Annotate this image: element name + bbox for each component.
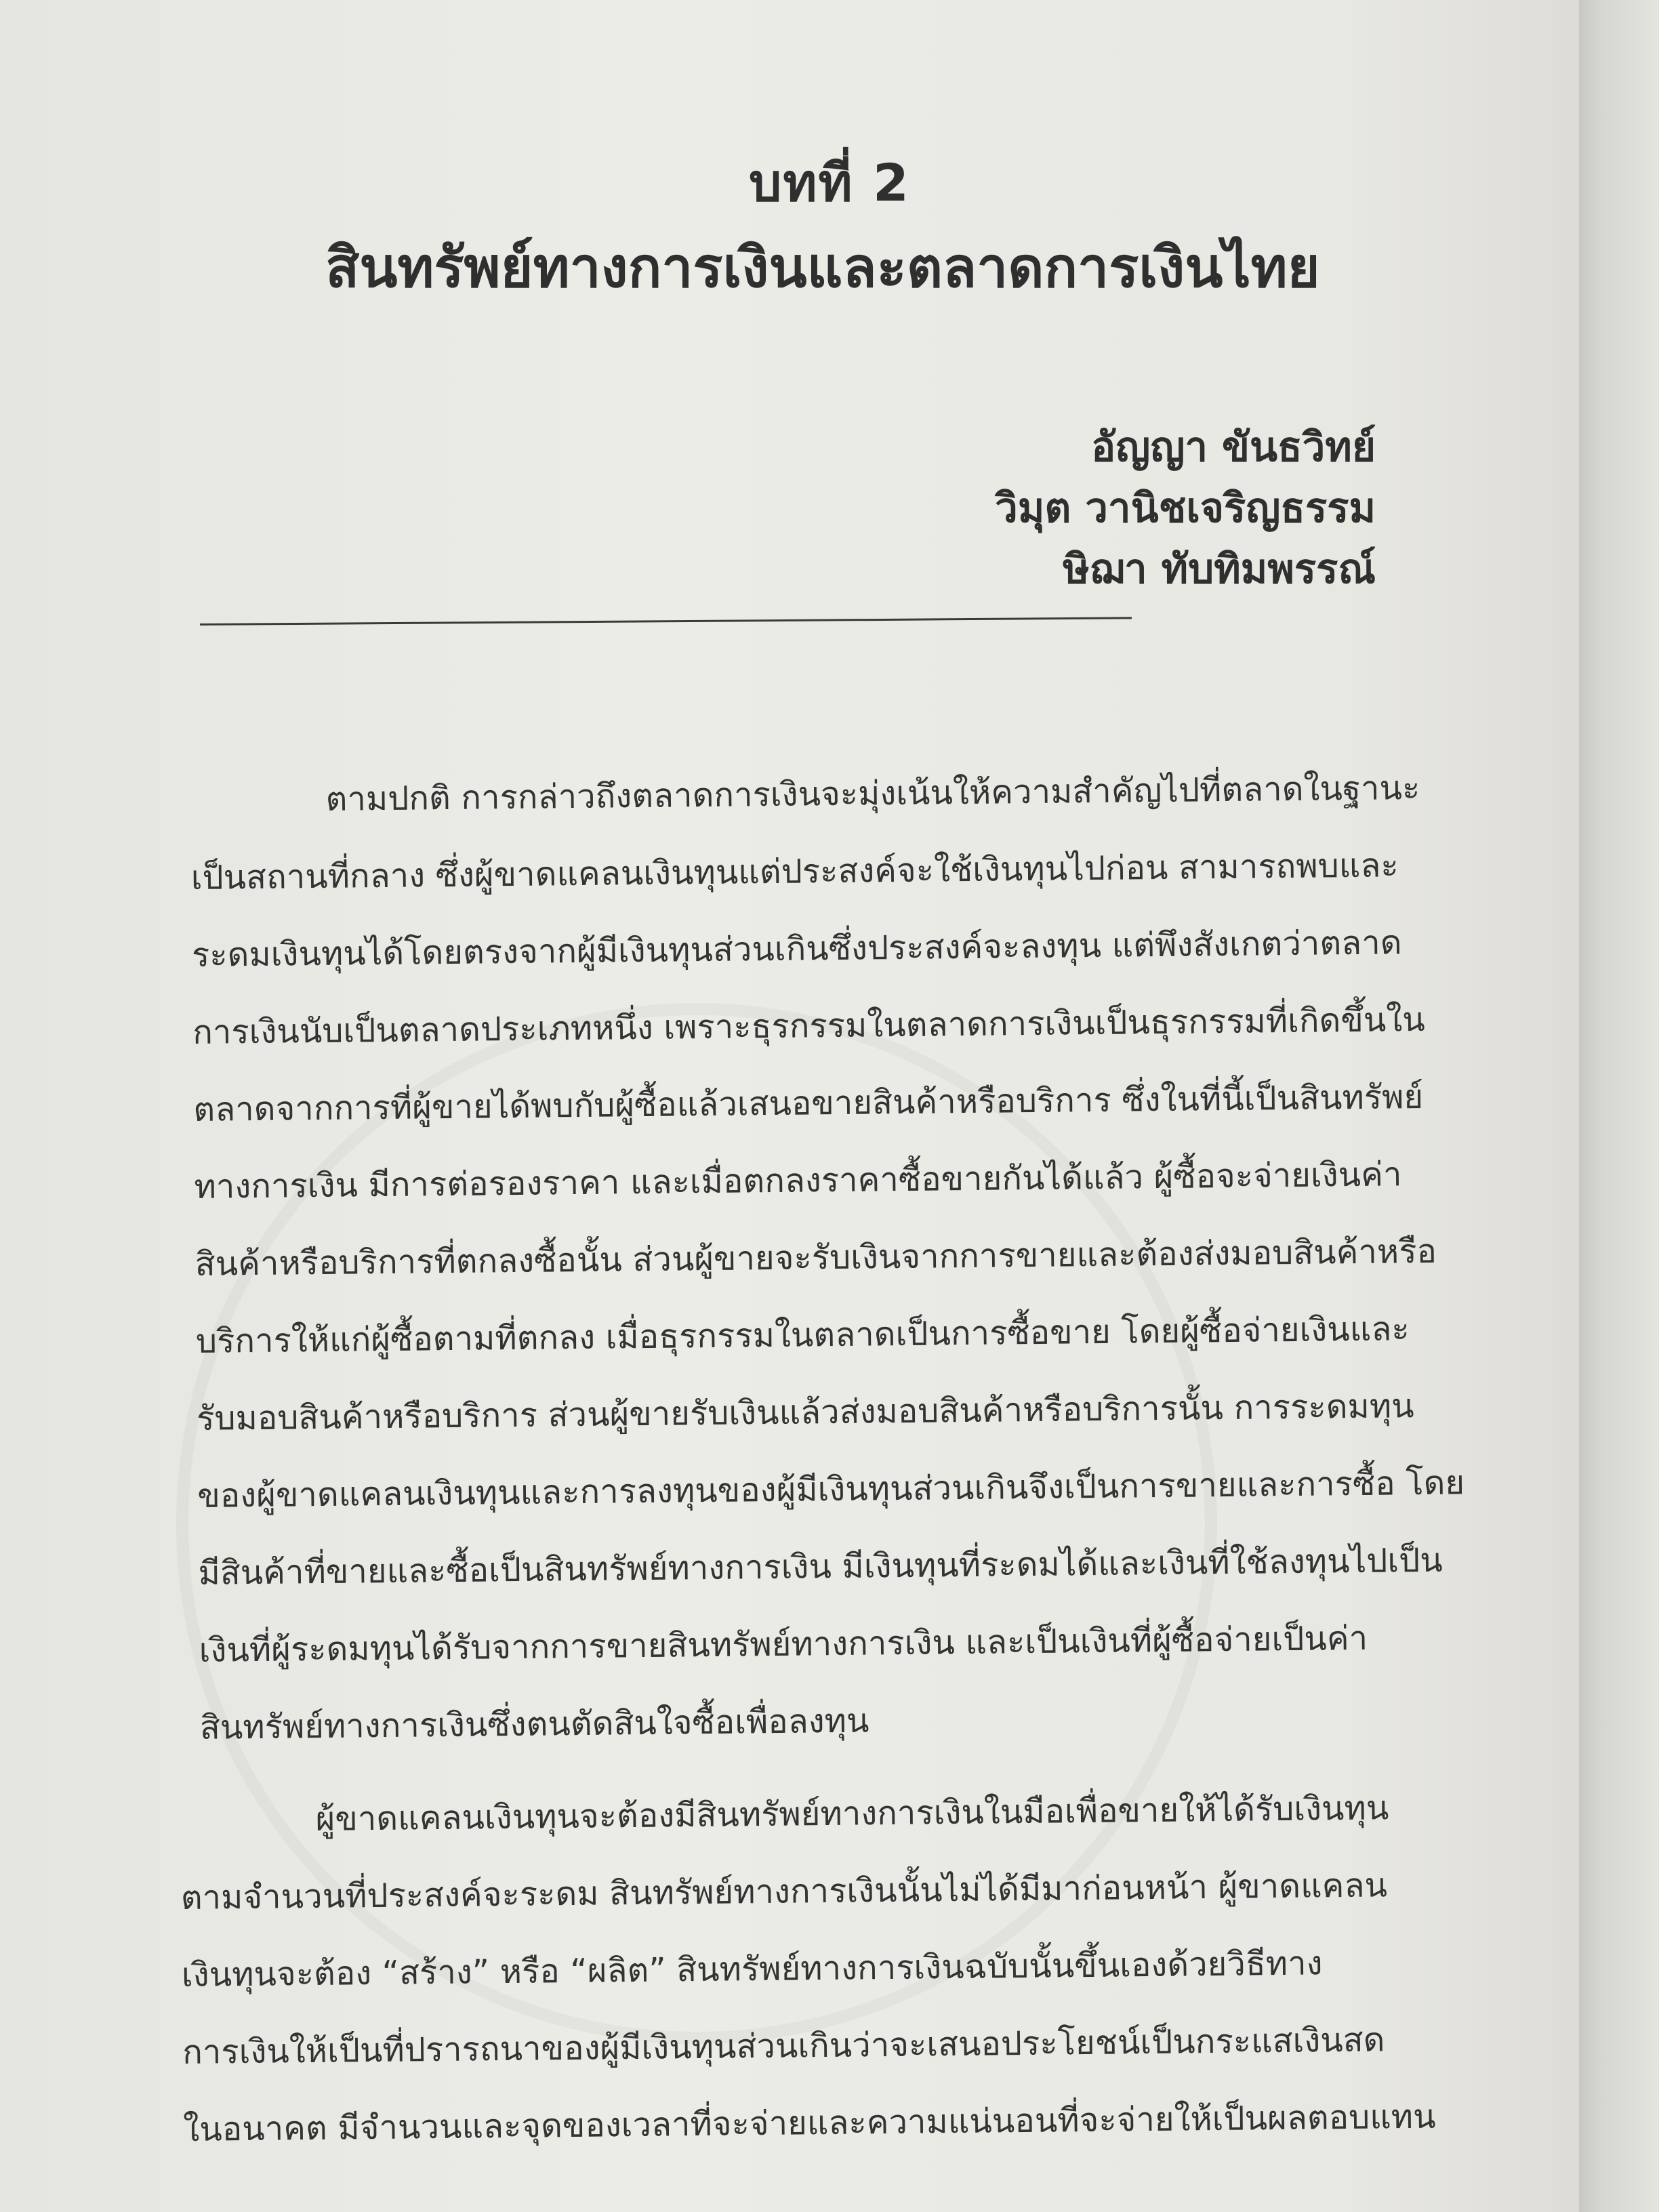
author-list (995, 417, 1376, 600)
text-line: ทางการเงิน มีการต่อรองราคา และเมื่อตกลงราคาซื้อขายกันได้แล้ว ผู้ซื้อจะจ่ายเงินค่า (194, 1155, 1402, 1206)
chapter-heading: บทที่ 2 (749, 152, 910, 213)
text-line: มีสินค้าที่ขายและซื้อเป็นสินทรัพย์ทางการเงิน มีเงินทุนที่ระดมได้และเงินที่ใช้ลงทุนไปเป็น (198, 1540, 1443, 1593)
text-line: สินทรัพย์ทางการเงินซึ่งตนตัดสินใจซื้อเพื่อลงทุน (199, 1701, 869, 1747)
text-line: การเงินนับเป็นตลาดประเภทหนึ่ง เพราะธุรกรรมในตลาดการเงินเป็นธุรกรรมที่เกิดขึ้นใน (192, 1000, 1425, 1052)
text-line: การเงินให้เป็นที่ปรารถนาของผู้มีเงินทุนส่วนเกินว่าจะเสนอประโยชน์เป็นกระแสเงินสด (182, 2020, 1385, 2072)
text-line: เงินที่ผู้ระดมทุนได้รับจากการขายสินทรัพย์ทางการเงิน และเป็นเงินที่ผู้ซื้อจ่ายเป็นค่า (199, 1618, 1368, 1670)
text-line: ระดมเงินทุนได้โดยตรงจากผู้มีเงินทุนส่วนเกินซึ่งประสงค์จะลงทุน แต่พึงสังเกตว่าตลาด (191, 923, 1402, 975)
text-line: สินค้าหรือบริการที่ตกลงซื้อนั้น ส่วนผู้ขายจะรับเงินจากการขายและต้องส่งมอบสินค้าหรือ (194, 1231, 1437, 1284)
text-line: ตามปกติ การกล่าวถึงตลาดการเงินจะมุ่งเน้นให้ความสำคัญไปที่ตลาดในฐานะ (325, 768, 1420, 819)
author-name: วิมุต วานิชเจริญธรรม (995, 485, 1376, 532)
text-line: ผู้ขาดแคลนเงินทุนจะต้องมีสินทรัพย์ทางการเงินในมือเพื่อขายให้ได้รับเงินทุน (315, 1788, 1389, 1839)
text-line: เป็นสถานที่กลาง ซึ่งผู้ขาดแคลนเงินทุนแต่ประสงค์จะใช้เงินทุนไปก่อน สามารถพบและ (190, 846, 1399, 897)
text-line: ในอนาคต มีจำนวนและจุดของเวลาที่จะจ่ายและความแน่นอนที่จะจ่ายให้เป็นผลตอบแทน (183, 2097, 1436, 2149)
author-name: อัญญา ขันธวิทย์ (1091, 424, 1376, 471)
author-name: ษิฌา ทับทิมพรรณ์ (1063, 546, 1376, 593)
text-line: ตลาดจากการที่ผู้ขายได้พบกับผู้ซื้อแล้วเสนอขายสินค้าหรือบริการ ซึ่งในที่นี้เป็นสินทรัพย์ (193, 1077, 1424, 1129)
title-divider (200, 617, 1132, 626)
text-line: บริการให้แก่ผู้ซื้อตามที่ตกลง เมื่อธุรกรรมในตลาดเป็นการซื้อขาย โดยผู้ซื้อจ่ายเงินและ (195, 1309, 1410, 1361)
page-edge (1579, 0, 1659, 2212)
text-line: เงินทุนจะต้อง “สร้าง” หรือ “ผลิต” สินทรัพย์ทางการเงินฉบับนั้นขึ้นเองด้วยวิธีทาง (181, 1944, 1323, 1994)
text-line: รับมอบสินค้าหรือบริการ ส่วนผู้ขายรับเงินแล้วส่งมอบสินค้าหรือบริการนั้น การระดมทุน (196, 1387, 1414, 1438)
paragraph-1 (190, 749, 1474, 1767)
text-line: ของผู้ขาดแคลนเงินทุนและการลงทุนของผู้มีเงินทุนส่วนเกินจึงเป็นการขายและการซื้อ โดย (197, 1463, 1465, 1515)
chapter-title: สินทรัพย์ทางการเงินและตลาดการเงินไทย (325, 236, 1320, 300)
text-line: ตามจำนวนที่ประสงค์จะระดม สินทรัพย์ทางการเงินนั้นไม่ได้มีมาก่อนหน้า ผู้ขาดแคลน (180, 1866, 1388, 1917)
paragraph-2 (180, 1769, 1475, 2169)
